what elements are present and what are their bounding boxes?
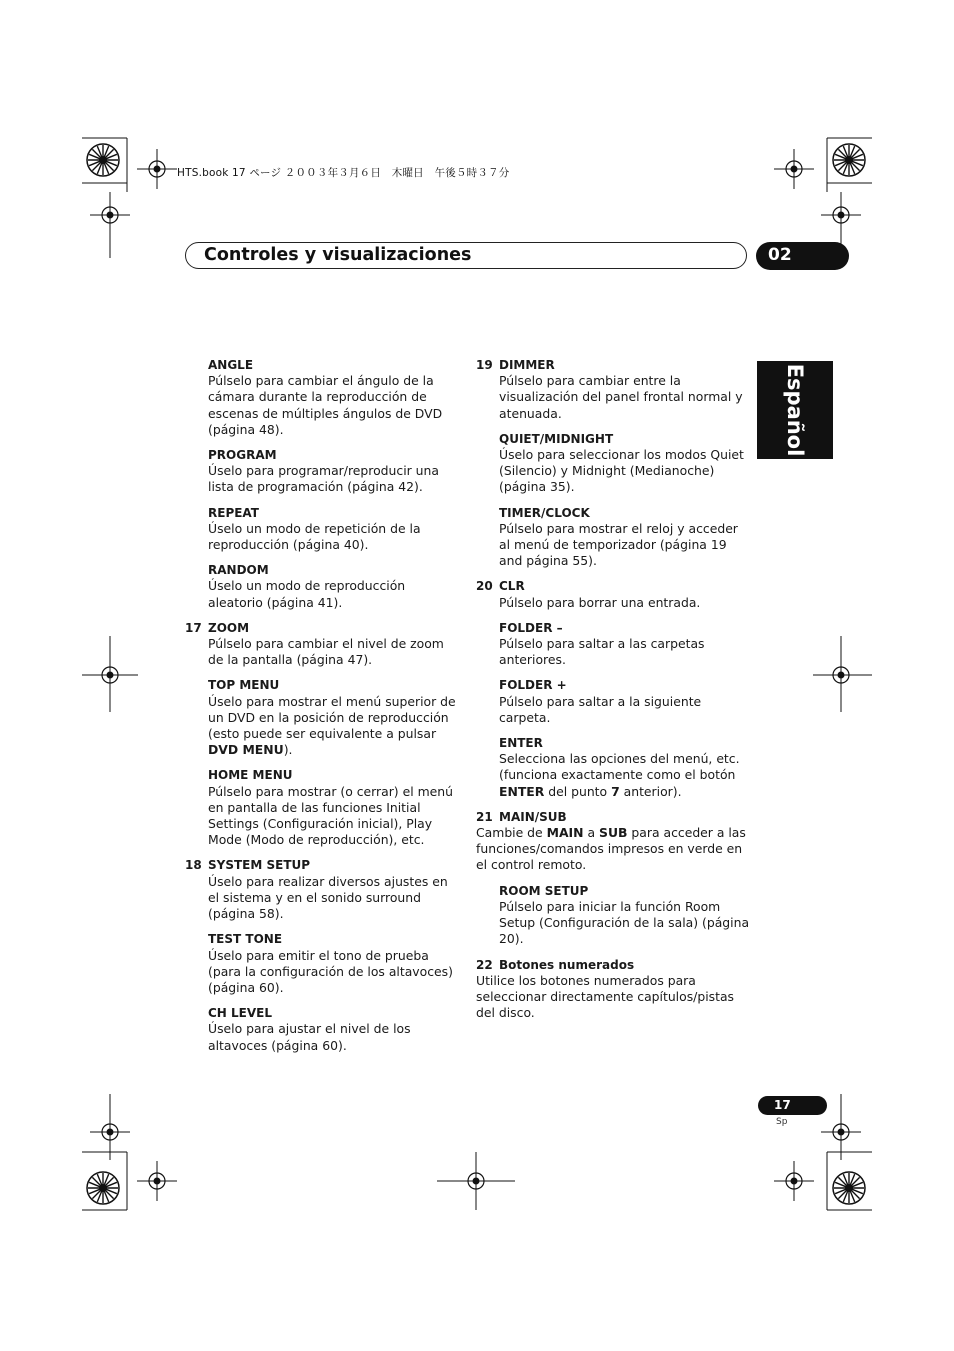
entry-clr (476, 578, 751, 610)
entry-test-tone (185, 931, 457, 996)
description-emphasis: ENTER (499, 783, 545, 799)
entry-term: TIMER/CLOCK (499, 505, 590, 520)
entry-number: 18 (185, 858, 202, 873)
entry-term: ZOOM (208, 620, 250, 635)
description-emphasis: 7 (611, 783, 620, 799)
entry-description: Púlselo para cambiar el nivel de zoom de la pantalla (página 47). (208, 636, 444, 668)
entry-number: 20 (476, 579, 493, 594)
entry-angle (185, 357, 457, 438)
language-tab-label: Español (783, 363, 807, 457)
page-number-badge (758, 1096, 827, 1115)
entry-description: Púlselo para iniciar la función Room Setup (Configuración de la sala) (página 20). (499, 898, 750, 947)
entry-timer-clock (476, 505, 751, 570)
entry-description: Púlselo para saltar a la siguiente carpeta. (499, 693, 702, 725)
entry-term: SYSTEM SETUP (208, 858, 311, 873)
entry-random (185, 562, 457, 611)
entry-term: PROGRAM (208, 448, 277, 463)
entry-number: 22 (476, 957, 493, 972)
chapter-number: 02 (768, 245, 792, 265)
description-text: Cambie de (476, 825, 547, 841)
entry-top-menu (185, 677, 457, 758)
page-number: 17 (774, 1098, 791, 1112)
section-header (185, 242, 747, 269)
description-text: ). (283, 742, 293, 758)
entry-description: Púlselo para mostrar el reloj y acceder al menú de temporizador (página 19 and página 55). (499, 520, 738, 569)
description-text: del punto (544, 783, 612, 799)
entry-dimmer (476, 357, 751, 422)
entry-description: Utilice los botones numerados para seleccionar directamente capítulos/pistas del disco. (476, 972, 735, 1021)
entry-home-menu (185, 767, 457, 848)
entry-description: Úselo para seleccionar los modos Quiet (Silencio) y Midnight (Medianoche) (página 35). (499, 447, 744, 495)
left-column (185, 357, 457, 1063)
page-language-code: Sp (776, 1117, 788, 1127)
entry-term: DIMMER (499, 358, 555, 372)
description-emphasis: DVD MENU (208, 742, 284, 758)
entry-description: Úselo para ajustar el nivel de los altavoces (página 60). (208, 1021, 411, 1053)
entry-system-setup (185, 857, 457, 922)
entry-program (185, 447, 457, 496)
entry-description: Púlselo para cambiar entre la visualización del panel frontal normal y atenuada. (499, 373, 743, 421)
language-tab (757, 361, 833, 459)
entry-quiet-midnight (476, 431, 751, 496)
entry-room-setup (476, 883, 751, 948)
entry-description: Púlselo para cambiar el ángulo de la cámara durante la reproducción de escenas de múltiples ángulos de DVD (página 48). (208, 373, 443, 437)
entry-description: Púlselo para borrar una entrada. (499, 594, 701, 610)
entry-description: Púlselo para mostrar (o cerrar) el menú en pantalla de las funciones Initial Settings (Configuración inicial), Play Mode (Modo de reproducción), etc. (208, 783, 453, 848)
entry-term: TEST TONE (208, 932, 283, 947)
description-text: para acceder a las funciones/comandos impresos en verde en el control remoto. (476, 825, 746, 873)
entry-number: 21 (476, 809, 493, 824)
entry-number: 17 (185, 620, 202, 635)
entry-description (208, 694, 457, 759)
entry-description: Úselo para emitir el tono de prueba (para la configuración de los altavoces) (página 60). (208, 947, 453, 995)
entry-description: Úselo un modo de reproducción aleatorio (página 41). (208, 578, 406, 610)
entry-ch-level (185, 1005, 457, 1054)
description-text: anterior). (619, 783, 682, 799)
entry-description: Úselo para programar/reproducir una lista de programación (página 42). (208, 463, 439, 495)
entry-botones-numerados (476, 957, 751, 1022)
entry-description (476, 825, 751, 874)
entry-description (499, 751, 751, 800)
print-info: HTS.book 17 ページ ２００３年３月６日 木曜日 午後５時３７分 (177, 167, 510, 179)
entry-term: HOME MENU (208, 768, 293, 783)
right-column (476, 357, 751, 1030)
description-text: Selecciona las opciones del menú, etc. (funciona exactamente como el botón (499, 751, 740, 783)
entry-number: 19 (476, 358, 493, 372)
section-title: Controles y visualizaciones (204, 245, 472, 265)
entry-folder (476, 677, 751, 726)
entry-description: Úselo un modo de repetición de la reproducción (página 40). (208, 520, 421, 553)
entry-term: ENTER (499, 736, 543, 751)
entry-description: Úselo para realizar diversos ajustes en el sistema y en el sonido surround (página 58). (208, 873, 448, 922)
entry-term: RANDOM (208, 563, 269, 578)
entry-enter (476, 735, 751, 800)
entry-zoom (185, 620, 457, 669)
description-emphasis: MAIN (546, 825, 584, 841)
entry-term: MAIN/SUB (499, 809, 567, 824)
entry-term: CH LEVEL (208, 1006, 273, 1021)
entry-term: ROOM SETUP (499, 883, 589, 898)
entry-folder (476, 620, 751, 669)
entry-term: TOP MENU (208, 678, 280, 693)
description-text: Úselo para mostrar el menú superior de un DVD en la posición de reproducción (esto puede ser equivalente a pulsar (208, 693, 456, 742)
entry-term: FOLDER + (499, 678, 567, 693)
chapter-badge (756, 242, 849, 270)
entry-term: QUIET/MIDNIGHT (499, 431, 614, 446)
entry-term: REPEAT (208, 505, 259, 520)
description-text: a (583, 825, 600, 841)
entry-term: Botones numerados (499, 957, 635, 972)
entry-term: FOLDER – (499, 620, 563, 635)
entry-term: CLR (499, 579, 525, 594)
entry-main-sub (476, 809, 751, 874)
entry-repeat (185, 505, 457, 554)
entry-description: Púlselo para saltar a las carpetas anteriores. (499, 636, 705, 668)
entry-term: ANGLE (208, 358, 254, 372)
description-emphasis: SUB (599, 825, 628, 841)
